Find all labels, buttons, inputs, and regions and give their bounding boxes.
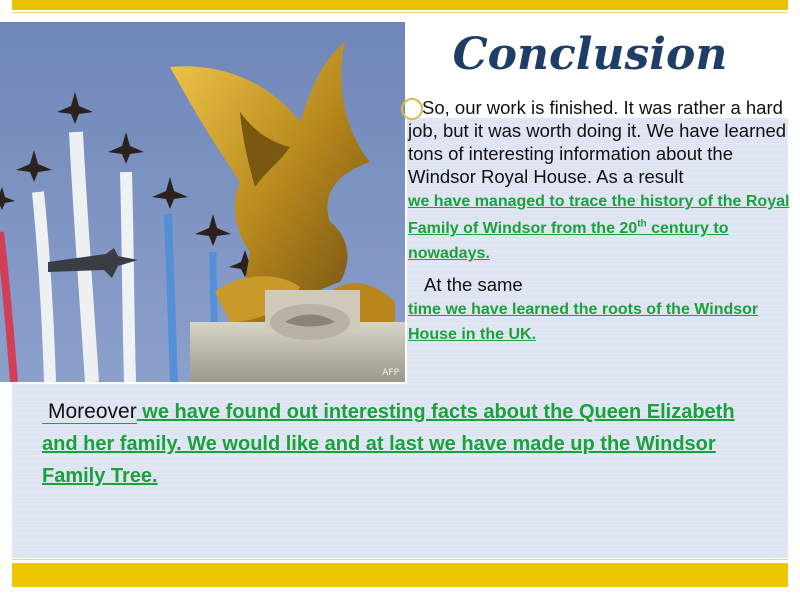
photo-icon (0, 22, 405, 382)
photo-credit: AFP (382, 368, 399, 378)
highlight-history-end: century to nowadays. (408, 220, 729, 263)
top-accent-bar (12, 0, 788, 10)
intro-text: So, our work is finished. It was rather a hard job, but it was worth doing it. We have learned tons of interesting information about the Windsor Royal House. As a result (408, 97, 787, 187)
slide-title: Conclusion (452, 29, 728, 80)
highlight-history (408, 193, 789, 262)
moreover-lead: Moreover (42, 400, 137, 424)
highlight-family-tree: we have found out interesting facts about the Queen Elizabeth and her family. We would like and at last we have made up the Windsor Family Tree. (42, 401, 735, 487)
right-text-block (408, 96, 793, 346)
superscript-th: th (637, 219, 647, 230)
bullet-ring-icon (401, 98, 423, 120)
paragraph-roots (408, 273, 793, 346)
bottom-divider (12, 559, 788, 560)
highlight-history-text: we have managed to trace the history of the Royal Family of Windsor from the 20 (408, 193, 790, 238)
bottom-accent-bar (12, 563, 788, 587)
paragraph-intro (408, 96, 793, 265)
paragraph-moreover (42, 396, 742, 492)
highlight-roots: time we have learned the roots of the Windsor House in the UK. (408, 301, 759, 344)
top-divider (12, 12, 788, 13)
red-arrows-statue-photo (0, 22, 407, 384)
roots-lead-text: At the same (424, 274, 523, 296)
